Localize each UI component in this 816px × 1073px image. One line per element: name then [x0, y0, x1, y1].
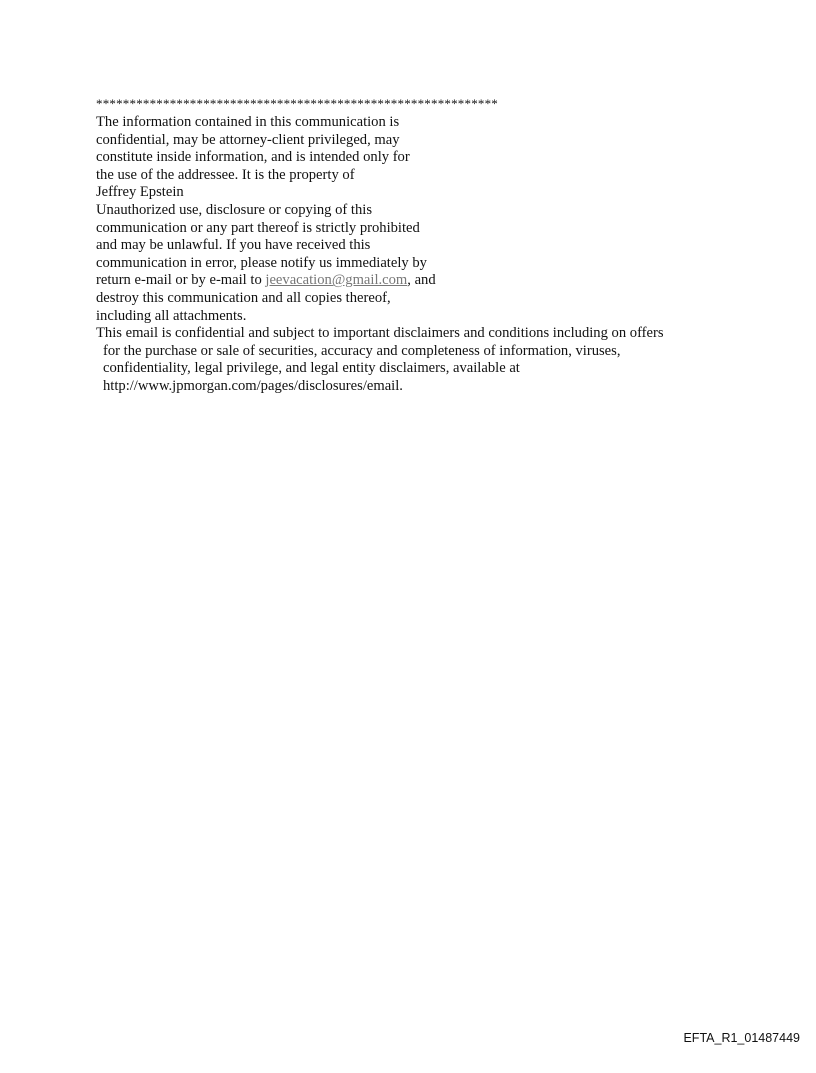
notice-line: confidential, may be attorney-client privileged, may: [96, 131, 400, 148]
notice-line: Jeffrey Epstein: [96, 184, 184, 201]
notice-line: and may be unlawful. If you have received this: [96, 237, 371, 254]
notice-line: The information contained in this communication is: [96, 114, 400, 130]
notice-line: Unauthorized use, disclosure or copying of this: [96, 201, 373, 218]
notice-line: communication in error, please notify us immediately by: [96, 254, 427, 271]
notice-text: return e-mail or by e-mail to: [96, 272, 266, 289]
disclaimer-url-line: http://www.jpmorgan.com/pages/disclosures/email.: [103, 377, 403, 394]
disclaimer-line: for the purchase or sale of securities, accuracy and completeness of information, viruses,: [103, 342, 621, 359]
email-footer-body: [96, 94, 756, 396]
notice-line-with-email: [96, 272, 756, 290]
notice-text: , and: [407, 272, 436, 289]
notice-line: including all attachments.: [96, 307, 247, 324]
disclaimer-line: confidentiality, legal privilege, and legal entity disclaimers, available at: [103, 360, 520, 377]
notice-line: destroy this communication and all copies thereof,: [96, 289, 391, 306]
notice-line: constitute inside information, and is intended only for: [96, 149, 410, 166]
document-id-stamp: EFTA_R1_01487449: [683, 1031, 800, 1045]
email-link[interactable]: jeevacation@gmail.com: [265, 272, 408, 289]
jpmorgan-disclaimer: [96, 325, 756, 395]
notice-line: communication or any part thereof is strictly prohibited: [96, 219, 420, 236]
disclaimer-line: This email is confidential and subject to important disclaimers and conditions including on offers: [96, 325, 664, 342]
asterisk-separator: ************************************************************: [96, 96, 498, 111]
notice-line: the use of the addressee. It is the property of: [96, 166, 355, 183]
confidentiality-notice: [96, 114, 756, 325]
